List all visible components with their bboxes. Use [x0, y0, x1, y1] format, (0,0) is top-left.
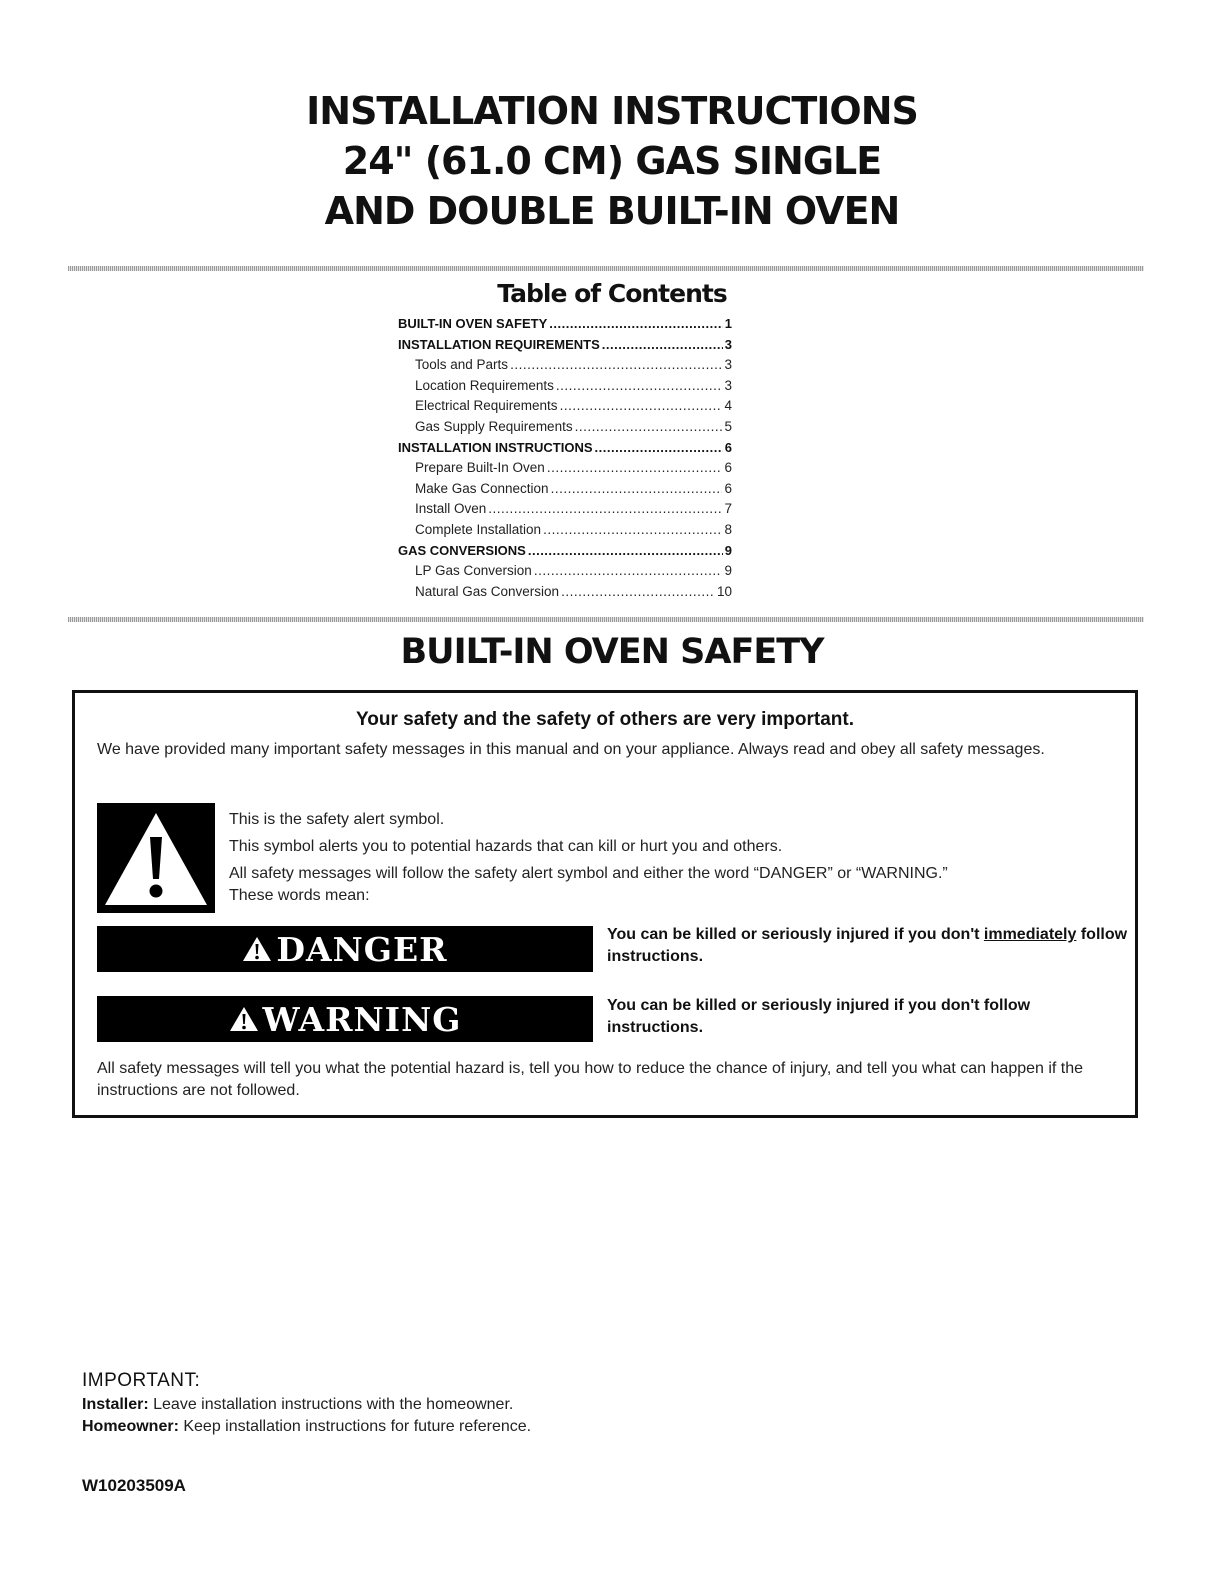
toc-entry[interactable]: [398, 501, 732, 522]
toc-entry[interactable]: [398, 563, 732, 584]
toc-entry-label: GAS CONVERSIONS: [398, 542, 526, 558]
toc-entry[interactable]: [398, 543, 732, 564]
toc-leader: [595, 440, 723, 455]
important-note: [82, 1370, 882, 1438]
homeowner-text: Keep installation instructions for future reference.: [178, 1418, 532, 1435]
symbol-description: [229, 809, 1109, 912]
toc-entry[interactable]: [398, 481, 732, 502]
installer-label: Installer:: [82, 1396, 149, 1413]
toc-entry-page: 5: [724, 418, 732, 434]
toc-entry-page: 3: [724, 357, 732, 373]
symbol-line-4: These words mean:: [229, 887, 370, 904]
toc-leader: [528, 543, 723, 558]
toc-entry-label: Complete Installation: [415, 521, 542, 537]
toc-entry-label: INSTALLATION REQUIREMENTS: [398, 336, 600, 352]
toc-leader: [551, 481, 723, 496]
toc-entry-page: 4: [724, 398, 732, 414]
toc-entry[interactable]: [398, 378, 732, 399]
toc-entry-page: 7: [724, 501, 732, 517]
toc-entry[interactable]: [398, 316, 732, 337]
toc-entry-page: 8: [724, 521, 732, 537]
toc-leader: [560, 398, 723, 413]
title-line-1: INSTALLATION INSTRUCTIONS: [306, 89, 918, 133]
toc-entry-label: Gas Supply Requirements: [415, 418, 573, 434]
document-number: W10203509A: [82, 1476, 186, 1495]
toc-entry[interactable]: [398, 584, 732, 605]
toc-entry-label: Prepare Built-In Oven: [415, 460, 545, 476]
warning-word: WARNING: [262, 999, 462, 1039]
toc-entry-page: 3: [724, 336, 732, 352]
safety-heading: Your safety and the safety of others are very important.: [355, 709, 854, 730]
table-of-contents: [398, 316, 732, 604]
toc-entry-page: 6: [724, 480, 732, 496]
homeowner-note: [82, 1416, 882, 1438]
installer-text: Leave installation instructions with the homeowner.: [148, 1396, 514, 1413]
safety-intro: We have provided many important safety messages in this manual and on your appliance. Always read and obey all safety messages.: [97, 741, 1045, 758]
important-heading: IMPORTANT:: [82, 1370, 201, 1391]
safety-box: [72, 690, 1138, 1118]
warning-text: You can be killed or seriously injured if you don't follow instructions.: [607, 997, 1031, 1036]
toc-leader: [575, 419, 723, 434]
danger-text-end: follow instructions.: [607, 926, 1128, 965]
toc-entry-page: 9: [724, 542, 732, 558]
homeowner-label: Homeowner:: [82, 1418, 179, 1435]
toc-entry-label: Tools and Parts: [415, 357, 509, 373]
toc-entry-label: Install Oven: [415, 501, 487, 517]
document-title: [0, 86, 1224, 236]
safety-alert-icon: [97, 803, 215, 913]
symbol-line-3: All safety messages will follow the safety alert symbol and either the word “DANGER” or “WARNING.”: [229, 865, 948, 882]
danger-text-emphasis: immediately: [983, 926, 1077, 943]
toc-leader: [510, 357, 722, 372]
danger-text-start: You can be killed or seriously injured if you don't: [607, 926, 984, 943]
toc-leader: [602, 337, 723, 352]
toc-entry-page: 10: [716, 583, 732, 599]
toc-entry-page: 9: [724, 563, 732, 579]
toc-entry-label: INSTALLATION INSTRUCTIONS: [398, 439, 593, 455]
toc-entry-label: LP Gas Conversion: [415, 563, 532, 579]
toc-entry[interactable]: [398, 419, 732, 440]
safety-footer: All safety messages will tell you what the potential hazard is, tell you how to reduce the chance of injury, and tell you what can happen if the instructions are not followed.: [97, 1060, 1084, 1099]
toc-entry[interactable]: [398, 522, 732, 543]
toc-leader: [543, 522, 722, 537]
section-title: BUILT-IN OVEN SAFETY: [400, 632, 824, 672]
toc-entry[interactable]: [398, 337, 732, 358]
toc-entry[interactable]: [398, 460, 732, 481]
toc-entry[interactable]: [398, 357, 732, 378]
toc-entry[interactable]: [398, 398, 732, 419]
toc-entry-label: BUILT-IN OVEN SAFETY: [398, 316, 548, 331]
symbol-line-1: This is the safety alert symbol.: [229, 811, 445, 828]
toc-leader: [547, 460, 723, 475]
danger-word: DANGER: [276, 929, 448, 969]
title-line-2: 24" (61.0 CM) GAS SINGLE: [342, 139, 882, 183]
danger-text: [607, 924, 1133, 968]
toc-leader: [488, 501, 722, 516]
divider-bottom: [68, 617, 1144, 622]
toc-entry-page: 1: [724, 316, 732, 331]
toc-entry-label: Electrical Requirements: [415, 398, 558, 414]
toc-entry-page: 3: [724, 377, 732, 393]
toc-entry-label: Location Requirements: [415, 377, 554, 393]
title-line-3: AND DOUBLE BUILT-IN OVEN: [324, 189, 900, 233]
toc-leader: [549, 316, 723, 331]
danger-label: [97, 926, 593, 972]
toc-entry-label: Natural Gas Conversion: [415, 583, 560, 599]
symbol-line-2: This symbol alerts you to potential hazards that can kill or hurt you and others.: [229, 838, 783, 855]
danger-alert-icon: [242, 936, 272, 962]
divider-top: [68, 266, 1144, 271]
toc-leader: [556, 378, 723, 393]
toc-leader: [534, 563, 723, 578]
toc-entry-page: 6: [724, 460, 732, 476]
warning-alert-icon: [229, 1006, 259, 1032]
toc-entry-page: 6: [724, 439, 732, 455]
toc-leader: [561, 584, 715, 599]
toc-heading: Table of Contents: [497, 279, 727, 308]
toc-entry[interactable]: [398, 440, 732, 461]
installer-note: [82, 1394, 882, 1416]
warning-label: [97, 996, 593, 1042]
toc-entry-label: Make Gas Connection: [415, 480, 549, 496]
